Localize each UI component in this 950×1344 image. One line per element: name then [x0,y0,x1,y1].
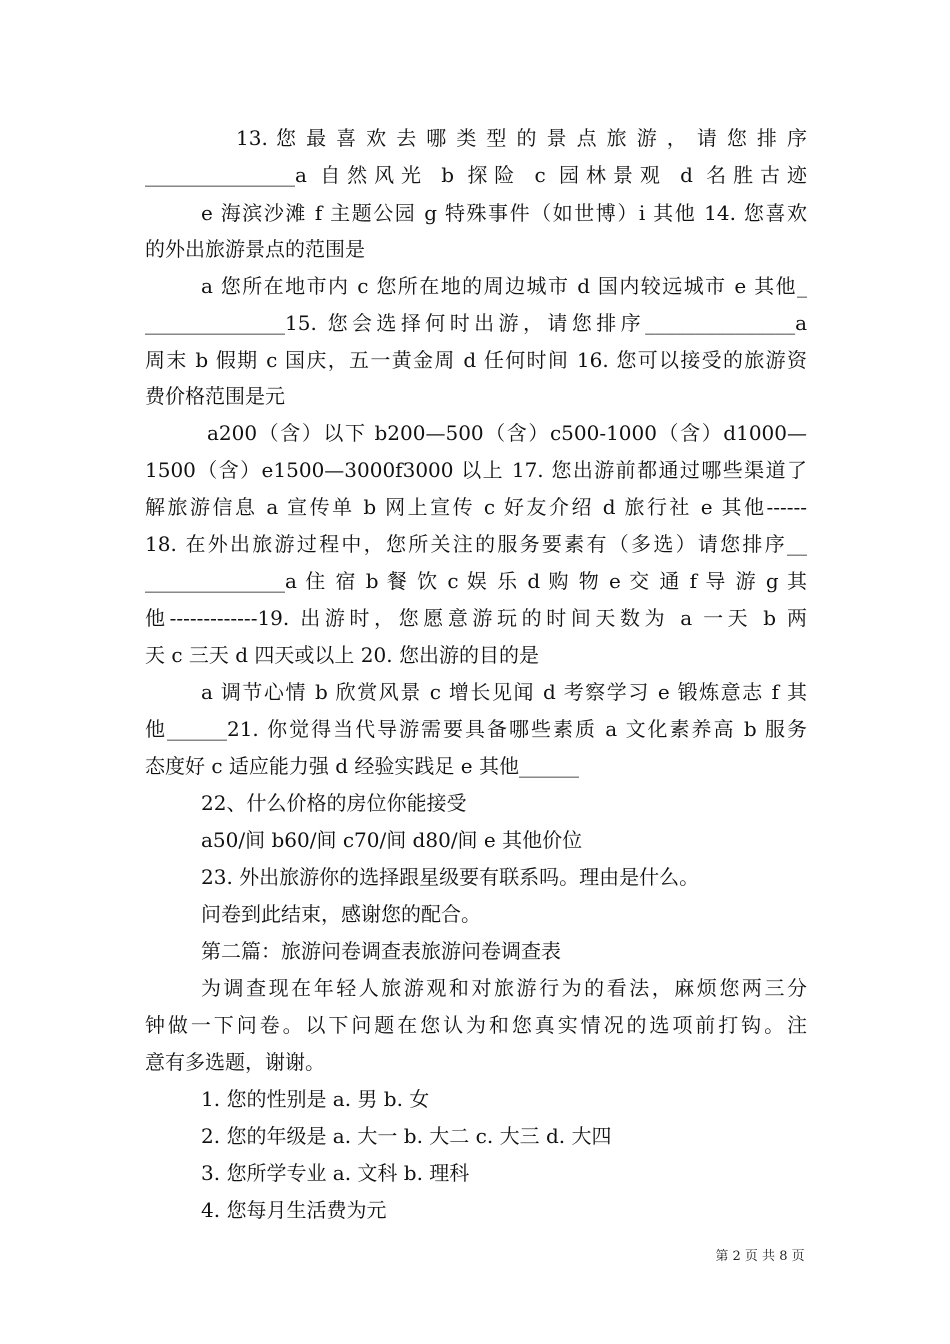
question-item: 2. 您的年级是 a. 大一 b. 大二 c. 大三 d. 大四 [201,1124,612,1148]
text-line: 13. 您 最 喜 欢 去 哪 类 型 的 景 点 旅 游 ， 请 您 排 序 [236,126,807,150]
text-line: 天 c 三天 d 四天或以上 20. 您出游的目的是 [145,643,539,667]
text-line: 18. 在外出旅游过程中，您所关注的服务要素有（多选）请您排序__ [145,532,807,556]
text-line: 1500（含）e1500—3000f3000 以上 17. 您出游前都通过哪些渠道了 [145,458,807,482]
text-line: 他______21. 你觉得当代导游需要具备哪些素质 a 文化素养高 b 服务 [145,717,807,741]
text-line: ______________a 住 宿 b 餐 饮 c 娱 乐 d 购 物 e 交 通 f 导 游 g 其 [145,569,807,593]
text-line: a 您所在地市内 c 您所在地的周边城市 d 国内较远城市 e 其他_ [201,274,807,298]
text-line: 意有多选题，谢谢。 [145,1050,325,1074]
section-heading: 第二篇：旅游问卷调查表旅游问卷调查表 [201,939,561,963]
text-line: e 海滨沙滩 f 主题公园 g 特殊事件（如世博）i 其他 14. 您喜欢 [201,201,807,225]
text-line: 周末 b 假期 c 国庆，五一黄金周 d 任何时间 16. 您可以接受的旅游资 [145,348,807,372]
text-line: 钟做一下问卷。以下问题在您认为和您真实情况的选项前打钩。注 [145,1013,807,1037]
text-line: 为调查现在年轻人旅游观和对旅游行为的看法，麻烦您两三分 [201,976,807,1000]
text-line: 费价格范围是元 [145,384,285,408]
text-line: _______________a 自然风光 b 探险 c 园林景观 d 名胜古迹 [145,163,807,187]
text-line: a200（含）以下 b200—500（含）c500-1000（含）d1000— [207,421,807,445]
question-item: 3. 您所学专业 a. 文科 b. 理科 [201,1161,470,1185]
page-number-footer: 第 2 页 共 8 页 [715,1249,805,1264]
text-line: 23. 外出旅游你的选择跟星级要有联系吗。理由是什么。 [201,865,700,889]
text-line: 的外出旅游景点的范围是 [145,237,365,261]
text-line: 问卷到此结束，感谢您的配合。 [201,902,481,926]
text-line: a 调节心情 b 欣赏风景 c 增长见闻 d 考察学习 e 锻炼意志 f 其 [201,680,807,704]
text-line: 解旅游信息 a 宣传单 b 网上宣传 c 好友介绍 d 旅行社 e 其他------ [145,495,807,519]
text-line: 态度好 c 适应能力强 d 经验实践足 e 其他______ [145,754,579,778]
text-line: 22、什么价格的房位你能接受 [201,791,467,815]
text-line: a50/间 b60/间 c70/间 d80/间 e 其他价位 [201,828,583,852]
text-line: 他-------------19. 出游时，您愿意游玩的时间天数为 a 一天 b 两 [145,606,807,630]
question-item: 1. 您的性别是 a. 男 b. 女 [201,1087,430,1111]
question-item: 4. 您每月生活费为元 [201,1198,387,1222]
text-line: ______________15. 您会选择何时出游，请您排序_______________a [145,311,807,335]
